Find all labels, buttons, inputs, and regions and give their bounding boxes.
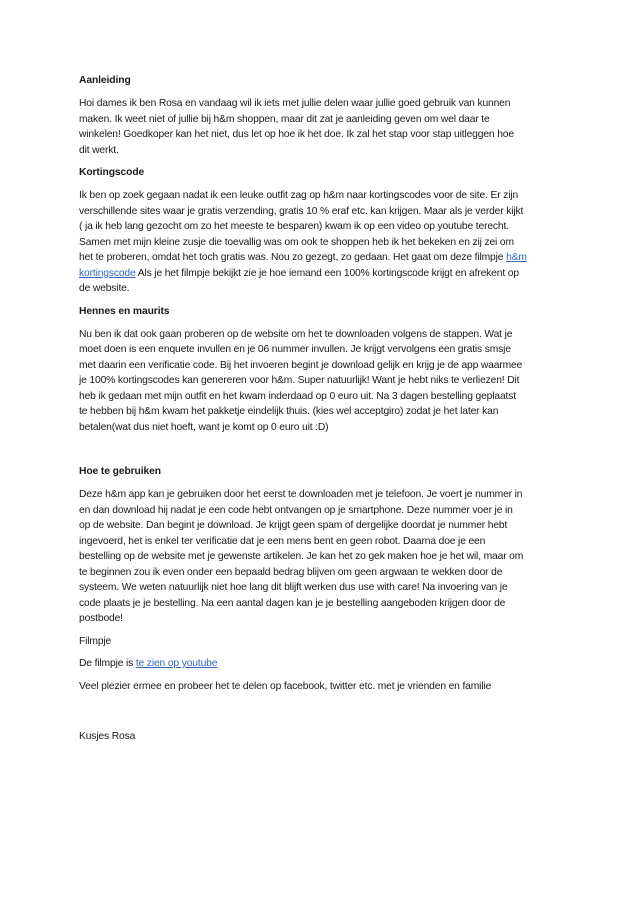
spacer [79, 442, 568, 464]
text-line: Nu ben ik dat ook gaan proberen op de website om het te downloaden volgens de stappen. Wat je [79, 328, 513, 340]
text-line: bestelling op de website met je gewenste artikelen. Je kan het zo gek maken hoe je het wil, maar om [79, 551, 524, 562]
text-line: Deze h&m app kan je gebruiken door het eerst te downloaden met je telefoon. Je voert je nummer in [79, 489, 523, 500]
text-segment: De filmpje is [79, 658, 136, 669]
text-line: op de website. Dan begint je download. Je krijgt geen spam of dergelijke doordat je nummer hebt [79, 520, 508, 531]
text-line: ingevoerd, het is enkel ter verificatie dat je een mens bent en geen robot. Daarna doe je een [79, 535, 486, 547]
text-line: en dan download hij nadat je een code hebt ontvangen op je smartphone. Deze nummer voer je in [79, 504, 513, 516]
text-line: ( ja ik heb lang gezocht om zo het meeste te besparen) kwam ik op een video op youtube terecht. [79, 221, 509, 232]
text-line: de website. [79, 283, 130, 294]
paragraph-gebruiken [79, 487, 568, 627]
text-line: te hebben bij h&m kwam het pakketje eindelijk thuis. (kies wel acceptgiro) zodat je het later kan [79, 406, 499, 417]
text-line: heb ik gedaan met mijn outfit en het kwam inderdaad op 0 euro uit. Na 3 dagen bestelling geplaatst [79, 390, 516, 402]
filmpje-line [79, 656, 568, 672]
share-line: Veel plezier ermee en probeer het te delen op facebook, twitter etc. met je vrienden en familie [79, 680, 492, 692]
paragraph-aanleiding [79, 96, 568, 158]
text-line: moet doen is een enquete invullen en je 06 nummer invullen. Je krijgt vervolgens een gratis smsje [79, 344, 511, 355]
text-line: verschillende sites waar je gratis verzending, gratis 10 % eraf etc. kan krijgen. Maar als je verder kijkt [79, 205, 524, 217]
text-line: postbode! [79, 613, 123, 624]
text-line: te beginnen zou ik even onder een bepaald bedrag blijven om geen argwaan te wekken door de [79, 566, 503, 578]
hm-link[interactable]: h&m [506, 252, 527, 263]
heading-aanleiding: Aanleiding [79, 75, 131, 86]
text-line: systeem. We weten natuurlijk niet hoe lang dit blijft werken dus use with care! Na invoering van je [79, 582, 508, 593]
text-line: dit werkt. [79, 144, 119, 156]
heading-hennes-en-maurits: Hennes en maurits [79, 305, 170, 317]
text-segment: Als je het filmpje bekijkt zie je hoe iemand een 100% kortingscode krijgt en afrekent op [135, 267, 519, 279]
spacer [79, 701, 568, 729]
youtube-link[interactable]: te zien op youtube [135, 658, 218, 669]
paragraph-kortingscode [79, 188, 568, 297]
text-line: winkelen! Goedkoper kan het niet, dus let op hoe ik het doe. Ik zal het stap voor stap uitleggen hoe [79, 129, 514, 140]
text-line [79, 266, 568, 282]
signoff: Kusjes Rosa [79, 731, 136, 742]
text-line: je 100% kortingscodes kan genereren voor h&m. Super natuurlijk! Want je hebt niks te verliezen! Dit [79, 375, 520, 386]
text-line: Samen met mijn kleine zusje die toevallig was om ook te shoppen heb ik het bekeken en zij zei om [79, 236, 514, 248]
text-line: code plaats je je bestelling. Na een aantal dagen kan je je bestelling aangeboden krijgen door de [79, 597, 506, 609]
text-line: maken. Ik weet niet of jullie bij h&m shoppen, maar dit zat je aanleiding geven om wel daar te [79, 113, 490, 125]
text-segment: het te proberen, omdat het toch gratis was. Nou zo gezegt, zo gedaan. Het gaat om deze filmpje [79, 252, 507, 263]
filmpje-label: Filmpje [79, 635, 112, 647]
text-line: Ik ben op zoek gegaan nadat ik een leuke outfit zag op h&m naar kortingscodes voor de site. Er zijn [79, 190, 519, 201]
heading-kortingscode: Kortingscode [79, 167, 145, 178]
text-line [79, 250, 568, 266]
kortingscode-link[interactable]: kortingscode [79, 267, 136, 279]
heading-hoe-te-gebruiken: Hoe te gebruiken [79, 466, 161, 477]
text-line: Hoi dames ik ben Rosa en vandaag wil ik iets met jullie delen waar jullie goed gebruik van kunnen [79, 98, 511, 109]
text-line: betalen(wat dus niet hoeft, want je komt op 0 euro uit :D) [79, 421, 329, 433]
text-line: met daarin een verificatie code. Bij het invoeren begint je download gelijk en krijg je de app waarmee [79, 359, 523, 371]
paragraph-hennes [79, 327, 568, 436]
